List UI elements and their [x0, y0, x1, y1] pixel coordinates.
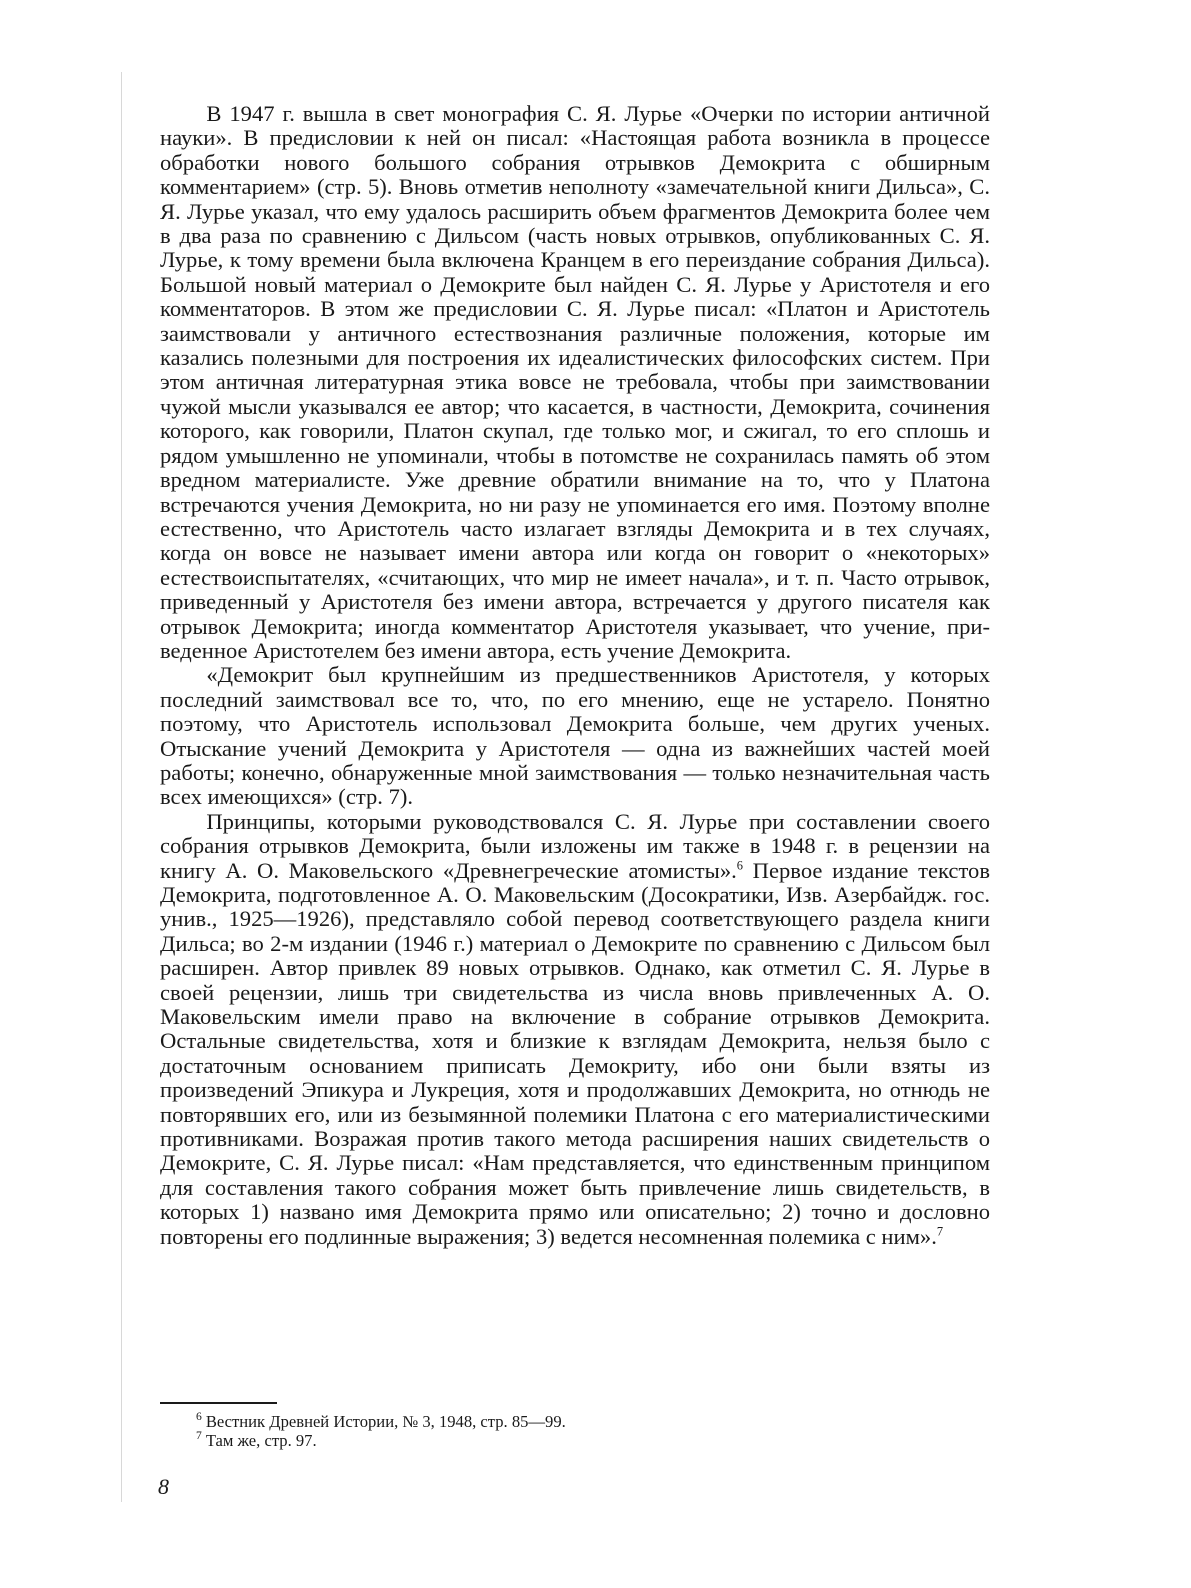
footnote-separator [160, 1402, 277, 1404]
paragraph-1 [160, 102, 990, 663]
footnote-text: Вестник Древней Истории, № 3, 1948, стр. 85—99. [205, 1412, 566, 1431]
body-text [160, 102, 990, 1249]
footnote-number: 7 [196, 1429, 202, 1443]
paragraph-3-text-continued: Первое издание текстов Демокрита, подготовленное А. О. Маковельским (Досократики, Изв. Азербайдж. гос. унив., 1925—1926), представляло собой перевод соответствующего раздела книги Дильса; во 2-м издании (1946 г.) материал о Демокрите по сравнению с Дильсом был расширен. Автор привлек 89 новых отрывков. Однако, как отметил С. Я. Лурье в своей рецензии, лишь три свидетельства из числа вновь привлеченных А. О. Маковельским имели право на включение в собрание отрывков Демокрита. Остальные свидетельства, хотя и близкие к взглядам Демокрита, нельзя было с достаточным основанием приписать Демокриту, ибо они были взяты из произведений Эпикура и Лукреция, хотя и продолжавших Демокрита, но отнюдь не повторявших его, или из безымянной полемики Платона с его материалистическими противниками. Возражая против такого метода расширения наших свидетельств о Демокрите, С. Я. Лурье писал: «Нам представляется, что единственным принципом для составления такого собрания может быть привлечение лишь свидетельств, в которых 1) названо имя Демокрита прямо или описательно; 2) точно и дословно повторены его подлинные выражения; 3) ведется несомненная полемика с ним». [160, 857, 990, 1249]
footnotes [160, 1412, 990, 1450]
paragraph-3 [160, 810, 990, 1249]
paragraph-2-text: «Демокрит был крупнейшим из предшественников Аристотеля, у которых последний заимствовал все то, что, по его мнению, еще не устарело. Понятно поэтому, что Аристотель использовал Демокрита больше, чем других ученых. Отыскание учений Демокрита у Аристотеля — одна из важнейших частей моей работы; конечно, обнаруженные мной заимствования — только незначительная часть всех имеющихся» (стр. 7). [160, 662, 990, 810]
footnote-text: Там же, стр. 97. [205, 1431, 317, 1450]
footnote-ref-7[interactable]: 7 [936, 1224, 944, 1239]
margin-rule [121, 72, 122, 1502]
paragraph-3-text: Принципы, которыми руководствовался С. Я. Лурье при составлении своего собрания отрывков Демокрита, были изложены им также в 1948 г. в рецензии на книгу А. О. Маковельского «Древнегреческие атомисты». [160, 808, 990, 883]
paragraph-2 [160, 663, 990, 809]
page-number: 8 [158, 1474, 169, 1499]
footnote-number: 6 [196, 1410, 202, 1424]
footnote-ref-6[interactable]: 6 [736, 858, 743, 873]
footnote-7 [160, 1431, 990, 1450]
paragraph-1-text: В 1947 г. вышла в свет монография С. Я. Лурье «Очерки по истории античной науки». В предисловии к ней он писал: «Настоящая работа возникла в процессе обработки нового большого собрания отрывков Демокрита с обширным комментарием» (стр. 5). Вновь отметив неполноту «замечательной книги Дильса», С. Я. Лурье указал, что ему удалось расширить объем фрагментов Демокрита более чем в два раза по сравнению с Дильсом (часть новых отрывков, опубликованных С. Я. Лурье, к тому времени была включена Кранцем в его переиздание собрания Дильса). Большой новый материал о Демокрите был найден С. Я. Лурье у Аристотеля и его комментаторов. В этом же предисловии С. Я. Лурье писал: «Платон и Аристотель заимствовали у античного естествознания различные положения, которые им казались полезными для построения их идеалистических философских систем. При этом античная литературная этика вовсе не требовала, чтобы при заимствовании чужой мысли указывался ее автор; что касается, в частности, Демокрита, сочинения которого, как говорили, Платон скупал, где только мог, и сжигал, то его сплошь и рядом умышленно не упоминали, чтобы в потомстве не сохранилась память об этом вредном материалисте. Уже древние обратили внимание на то, что у Платона встречаются учения Демокрита, но ни разу не упоминается его имя. Поэтому вполне естественно, что Аристотель часто излагает взгляды Демокрита и в тех случаях, когда он вовсе не называет имени автора или когда он говорит о «некоторых» естествоиспытателях, «считающих, что мир не имеет начала», и т. п. Часто отрывок, приведенный у Аристотеля без имени автора, встречается у другого писателя как отрывок Демокрита; иногда комментатор Аристотеля указывает, что учение, приведенное Аристотелем без имени автора, есть учение Демокрита. [160, 101, 990, 663]
footnote-6 [160, 1412, 990, 1431]
